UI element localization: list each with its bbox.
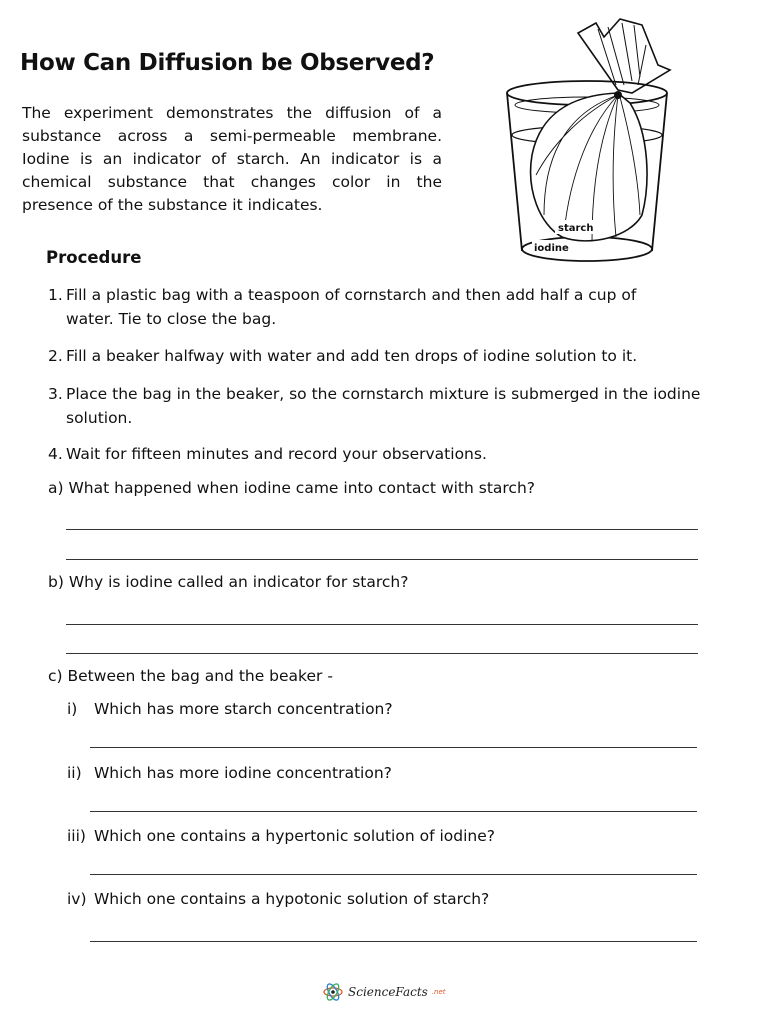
sub-question-text: Which one contains a hypotonic solution of starch? [93, 890, 490, 908]
question-c [48, 665, 333, 687]
question-text: Between the bag and the beaker - [67, 667, 333, 685]
label-starch [555, 220, 595, 234]
label-iodine-text: iodine [534, 243, 569, 254]
answer-line-c-i[interactable] [90, 747, 697, 748]
sub-question-text: Which one contains a hypertonic solution of iodine? [93, 827, 495, 845]
answer-line-b-2[interactable] [66, 653, 698, 654]
sciencefacts-logo[interactable] [322, 982, 446, 1002]
answer-line-c-iii[interactable] [90, 874, 697, 875]
question-c-i [67, 698, 393, 720]
label-starch-text: starch [558, 223, 594, 234]
procedure-step-1 [48, 283, 718, 331]
question-text: What happened when iodine came into contact with starch? [68, 479, 536, 497]
step-number: 2. [48, 347, 63, 365]
step-number: 4. [48, 445, 63, 463]
step-text-cont: water. Tie to close the bag. [66, 310, 277, 328]
sub-question-label: iii) [67, 827, 86, 845]
procedure-step-2 [48, 344, 718, 368]
answer-line-c-iv[interactable] [90, 941, 697, 942]
answer-line-b-1[interactable] [66, 624, 698, 625]
atom-icon [322, 982, 344, 1002]
page-title: How Can Diffusion be Observed? [20, 50, 435, 76]
question-c-ii [67, 762, 392, 784]
answer-line-a-1[interactable] [66, 529, 698, 530]
sub-question-label: i) [67, 700, 78, 718]
sub-question-text: Which has more iodine concentration? [93, 764, 392, 782]
procedure-step-4 [48, 442, 718, 466]
step-text: Fill a plastic bag with a teaspoon of cornstarch and then add half a cup of [66, 286, 637, 304]
question-text: Why is iodine called an indicator for starch? [68, 573, 409, 591]
starch-bag [531, 93, 647, 241]
sub-question-label: iv) [67, 890, 87, 908]
question-label: a) [48, 479, 64, 497]
logo-brand: ScienceFacts [348, 985, 428, 999]
step-text: Fill a beaker halfway with water and add ten drops of iodine solution to it. [66, 347, 638, 365]
logo-tld: .net [431, 988, 446, 996]
step-number: 1. [48, 286, 63, 304]
step-text: Wait for fifteen minutes and record your observations. [66, 445, 487, 463]
question-label: c) [48, 667, 63, 685]
step-text-cont: solution. [66, 409, 133, 427]
procedure-step-3 [48, 382, 718, 430]
intro-paragraph: The experiment demonstrates the diffusion of a substance across a semi-permeable membrane. Iodine is an indicator of starch. An indicator is a chemical substance that changes color in the presence of the substance it indicates. [22, 104, 442, 214]
answer-line-c-ii[interactable] [90, 811, 697, 812]
question-a [48, 477, 535, 499]
sub-question-label: ii) [67, 764, 82, 782]
question-c-iii [67, 825, 495, 847]
label-iodine [532, 240, 569, 254]
question-b [48, 571, 408, 593]
question-c-iv [67, 888, 489, 910]
step-number: 3. [48, 385, 63, 403]
sub-question-text: Which has more starch concentration? [93, 700, 393, 718]
answer-line-a-2[interactable] [66, 559, 698, 560]
beaker-illustration [500, 15, 690, 270]
procedure-heading: Procedure [46, 248, 142, 267]
question-label: b) [48, 573, 64, 591]
step-text: Place the bag in the beaker, so the cornstarch mixture is submerged in the iodine [66, 385, 701, 403]
